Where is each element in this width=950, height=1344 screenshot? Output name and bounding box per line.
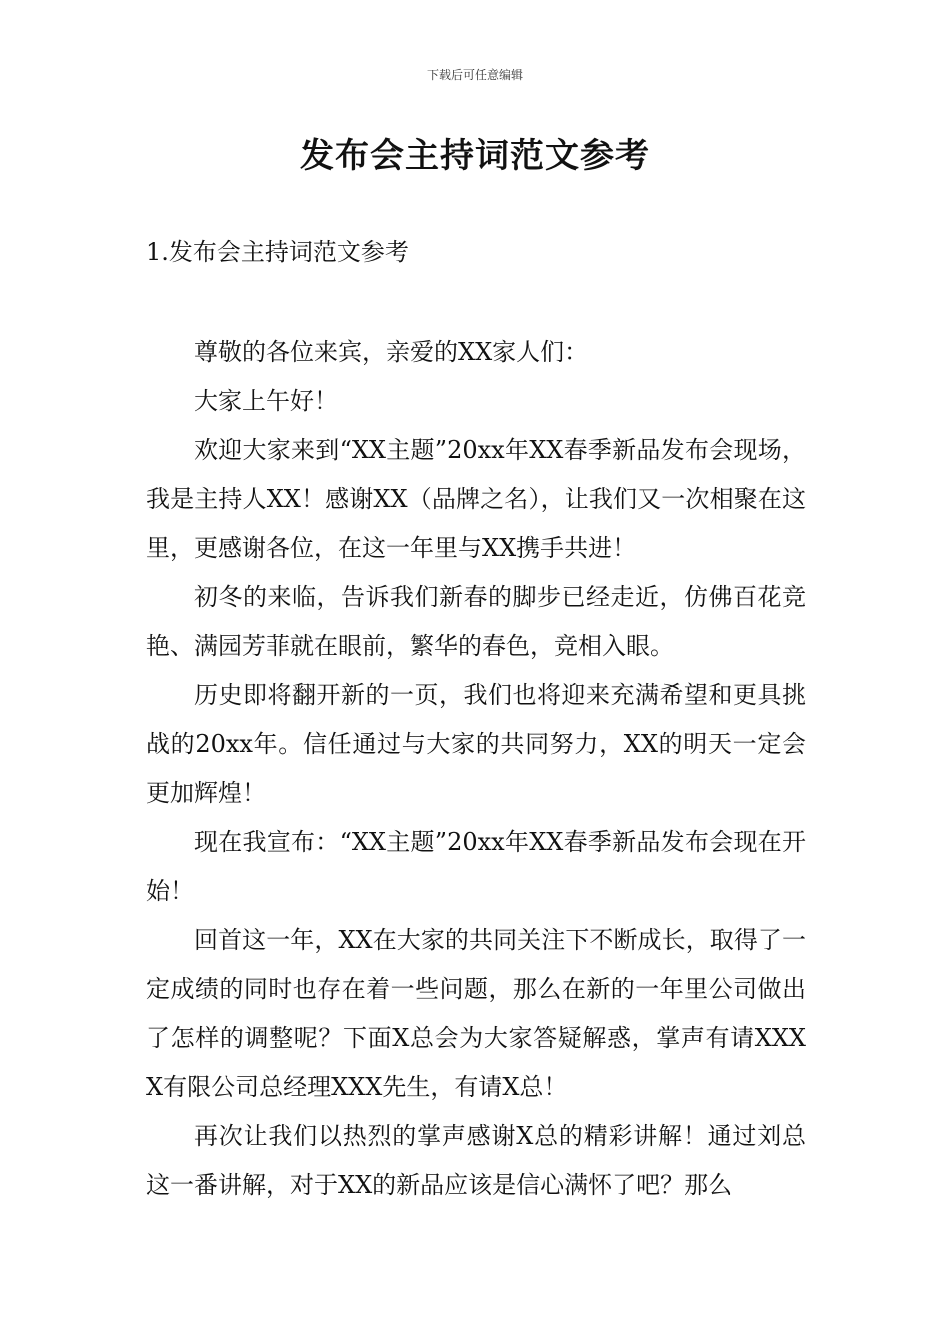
paragraph: 大家上午好！ [194,387,338,415]
paragraph: 回首这一年，XX在大家的共同关注下不断成长，取得了一定成绩的同时也存在着一些问题，那么在新的一年里公司做出了怎样的调整呢？下面X总会为大家答疑解惑，掌声有请XXXX有限公司总经理XXX先生，有请X总！ [146,926,806,1101]
document-title: 发布会主持词范文参考 [300,136,650,176]
body-text [146,328,806,1210]
paragraph: 历史即将翻开新的一页，我们也将迎来充满希望和更具挑战的20xx年。信任通过与大家的共同努力，XX的明天一定会更加辉煌！ [146,681,806,807]
section-heading: 1.发布会主持词范文参考 [146,238,409,266]
header-note: 下载后可任意编辑 [426,68,523,82]
paragraph: 再次让我们以热烈的掌声感谢X总的精彩讲解！通过刘总这一番讲解，对于XX的新品应该是信心满怀了吧？那么 [146,1122,806,1199]
paragraph: 欢迎大家来到“XX主题”20xx年XX春季新品发布会现场，我是主持人XX！感谢XX（品牌之名），让我们又一次相聚在这里，更感谢各位，在这一年里与XX携手共进！ [146,436,806,562]
paragraph: 现在我宣布：“XX主题”20xx年XX春季新品发布会现在开始！ [146,828,806,905]
paragraph: 初冬的来临，告诉我们新春的脚步已经走近，仿佛百花竞艳、满园芳菲就在眼前，繁华的春色，竞相入眼。 [146,583,806,660]
paragraph: 尊敬的各位来宾，亲爱的XX家人们： [194,338,589,366]
